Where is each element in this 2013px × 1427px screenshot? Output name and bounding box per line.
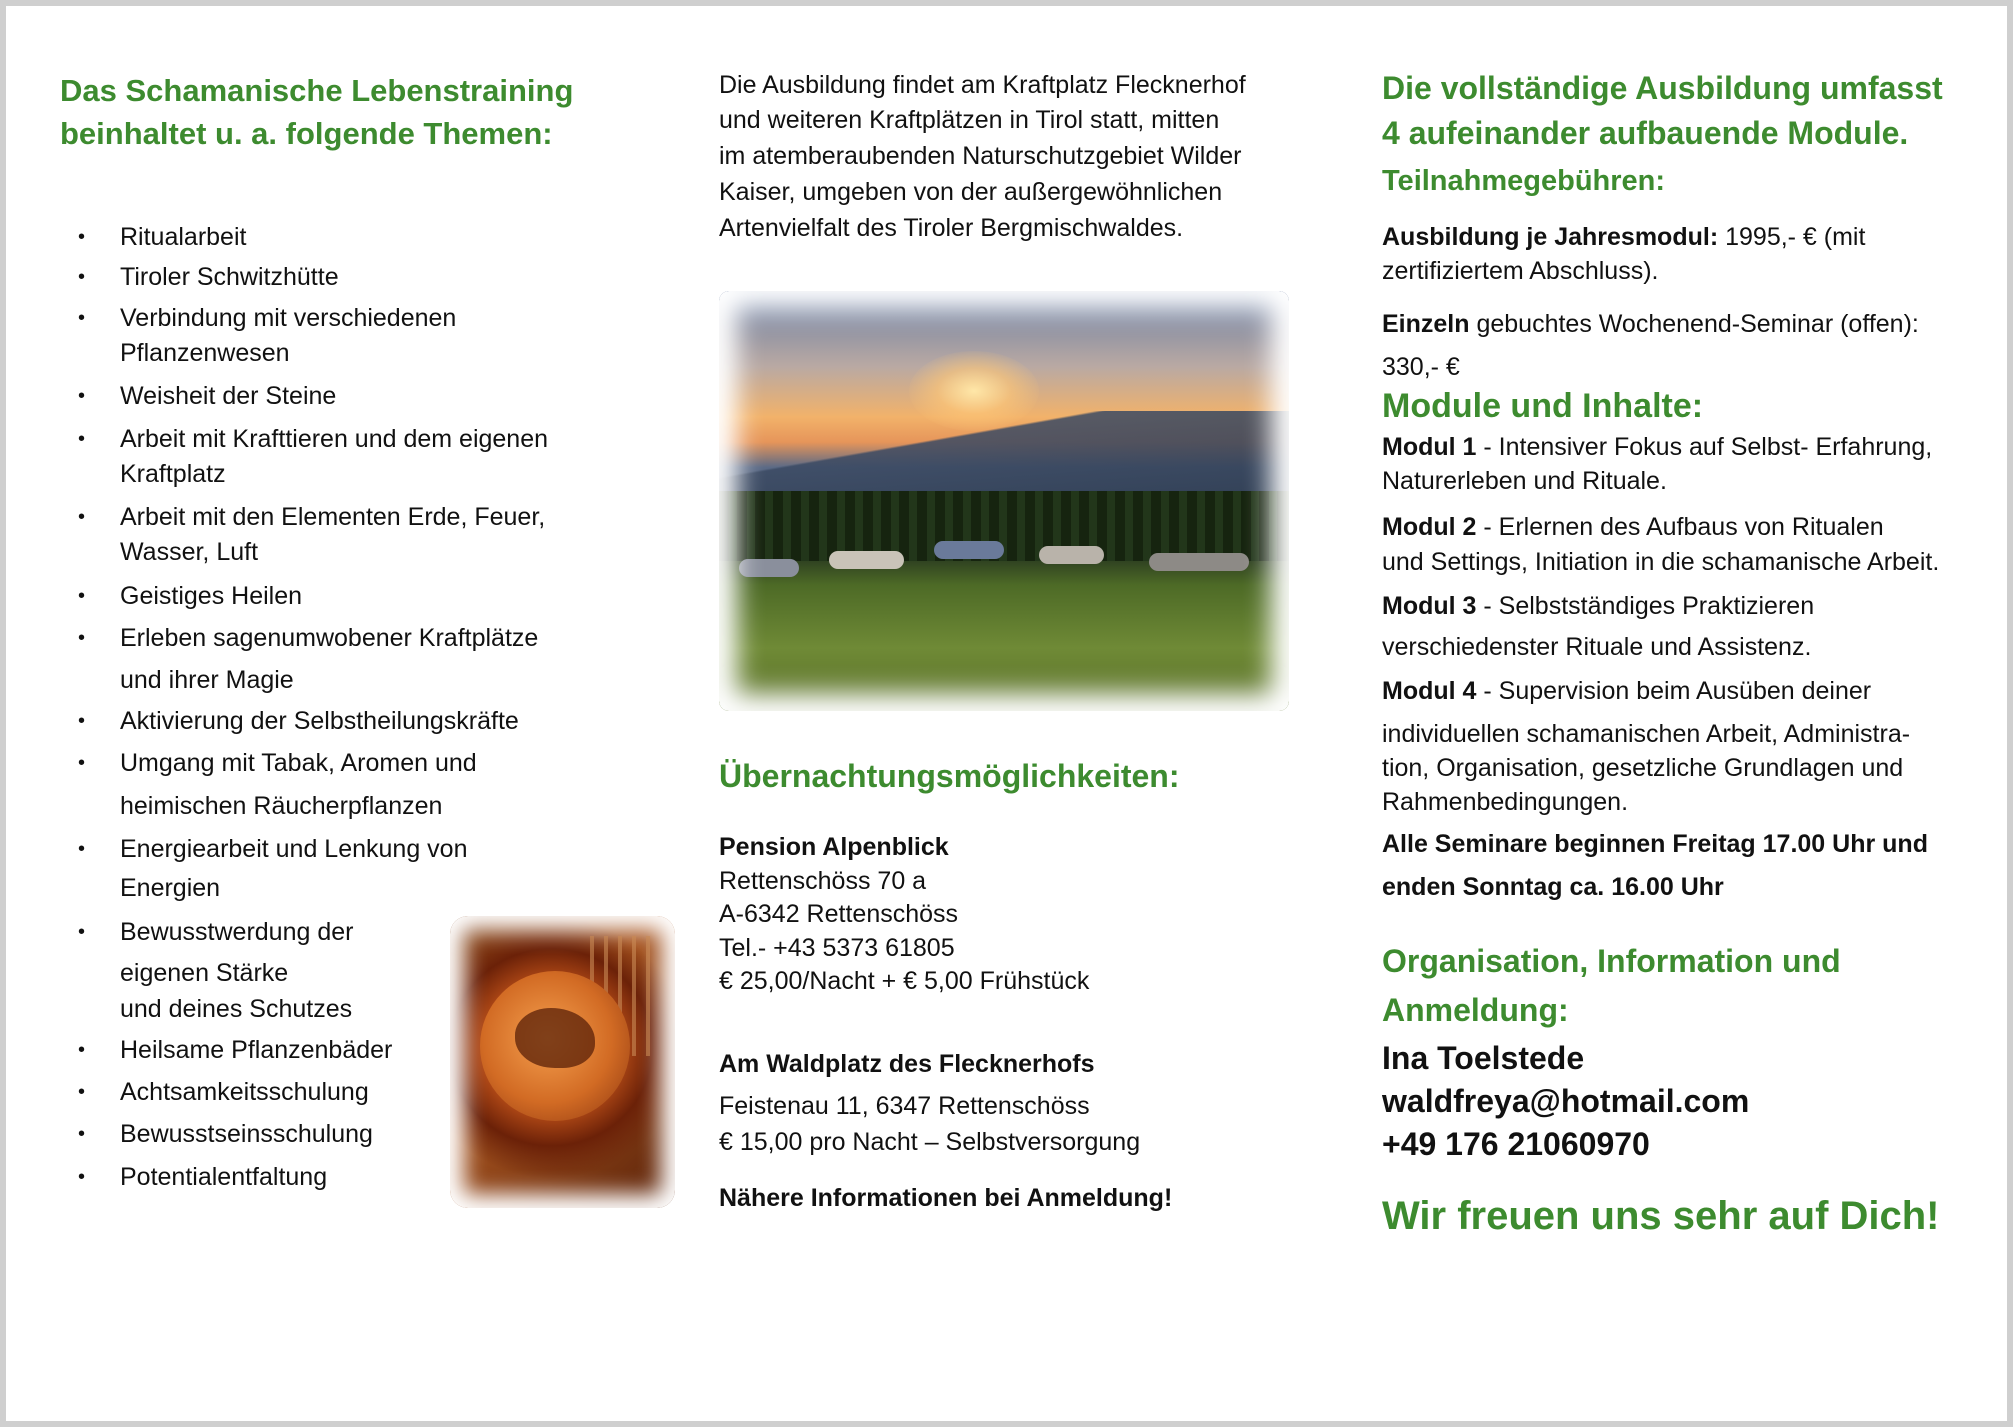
modules-overview-heading: Die vollständige Ausbildung umfasst 4 aufeinander aufbauende Module. — [1382, 70, 1943, 151]
module-2: Modul 2 - Erlernen des Aufbaus von Ritualen — [1382, 513, 1884, 541]
module-4: Modul 4 - Supervision beim Ausüben deiner — [1382, 677, 1872, 705]
closing-slogan: Wir freuen uns sehr auf Dich! — [1382, 1194, 1940, 1238]
contact-email[interactable]: waldfreya@hotmail.com — [1382, 1083, 1750, 1119]
more-info-note: Nähere Informationen bei Anmeldung! — [719, 1184, 1173, 1212]
photo-vignette — [719, 291, 1289, 711]
fees-heading: Teilnahmegebühren: — [1382, 165, 1666, 197]
module-1: Modul 1 - Intensiver Fokus auf Selbst- Erfahrung, — [1382, 433, 1933, 461]
organisation-heading: Organisation, Information und Anmeldung: — [1382, 943, 1841, 1028]
accommodation-heading: Übernachtungsmöglichkeiten: — [719, 758, 1180, 794]
contact-phone[interactable]: +49 176 21060970 — [1382, 1126, 1650, 1162]
modules-heading: Module und Inhalte: — [1382, 387, 1704, 425]
fee-annual-module: Ausbildung je Jahresmodul: 1995,- € (mit — [1382, 223, 1866, 251]
fee-single-seminar: Einzeln gebuchtes Wochenend-Seminar (offen): — [1382, 310, 1919, 338]
module-3: Modul 3 - Selbstständiges Praktizieren — [1382, 592, 1815, 620]
drum-photo — [450, 916, 675, 1208]
contact-name: Ina Toelstede — [1382, 1040, 1585, 1076]
landscape-photo — [719, 291, 1289, 711]
topics-heading: Das Schamanische Lebenstraining beinhaltet u. a. folgende Themen: — [60, 73, 574, 151]
seminar-times: Alle Seminare beginnen Freitag 17.00 Uhr und — [1382, 830, 1928, 858]
brochure-page: Das Schamanische Lebenstraining beinhaltet u. a. folgende Themen: • Ritualarbeit • Tiroler Schwitzhütte • Verbindung mit verschiedenen Pflanzenwesen • Weisheit der Steine • Arbeit mit Krafttieren und dem eigenen Kraftplatz • Arbeit mit den Elementen Erde, Feuer, Wasser, Luft • Geistiges Heilen • Erleben sagenumwobener Kraftplätze und ihrer Magie • Aktivierung der Selbstheilungskräfte • Umgang mit Tabak, Aromen und heimischen Räucherpflanzen • Energiearbeit und Lenkung von Energien • Bewusstwerdung der eigenen Stärke und deines Schutzes • Heilsame Pflanzenbäder • Achtsamkeitsschulung • Bewusstseinsschulung • Potentialentfaltung Die Ausbildung findet am Kraftplatz Flecknerhof und weiteren Kraftplätzen in Tirol statt, mitten im atemberaubenden Naturschutzgebiet Wilder Kaiser, umgeben von der außergewöhnlichen Artenvielfalt des Tiroler Bergmischwaldes. Übernachtungsmöglichkeiten: Pension Alpenblick Rettenschöss 70 a A-6342 Rettenschöss Tel.- +43 5373 61805 € 25,00/Nacht + € 5,00 Frühstück Am Waldplatz des Flecknerhofs Feistenau 11, 6347 Rettenschöss € 15,00 pro Nacht – Selbstversorgung Nähere Informationen bei Anmeldung! Die vollständige Ausbildung umfasst 4 aufeinander aufbauende Module. Teilnahmegebühren: Ausbildung je Jahresmodul: 1995,- € (mit zertifiziertem Abschluss). Einzeln gebuchtes Wochenend-Seminar (offen): 330,- € Module und Inhalte: Modul 1 - Intensiver Fokus auf Selbst- Erfahrung, Naturerleben und Rituale. Modul 2 - Erlernen des Aufbaus von Ritualen und Settings, Initiation in die schamanische Arbeit. Modul 3 - Selbstständiges Praktizieren verschiedenster Rituale und Assistenz. Modul 4 - Supervision beim Ausüben deiner individuellen schamanischen Arbeit, Administra- tion, Organisation, gesetzliche Grundlagen und Rahmenbedingungen. Alle Seminare beginnen Freitag 17.00 Uhr und enden Sonntag ca. 16.00 Uhr Organisation, Information und Anmeldung: Ina Toelstede waldfreya@hotmail.com +49 176 21060970 Wir freuen uns sehr auf Dich! — [6, 6, 2007, 1421]
